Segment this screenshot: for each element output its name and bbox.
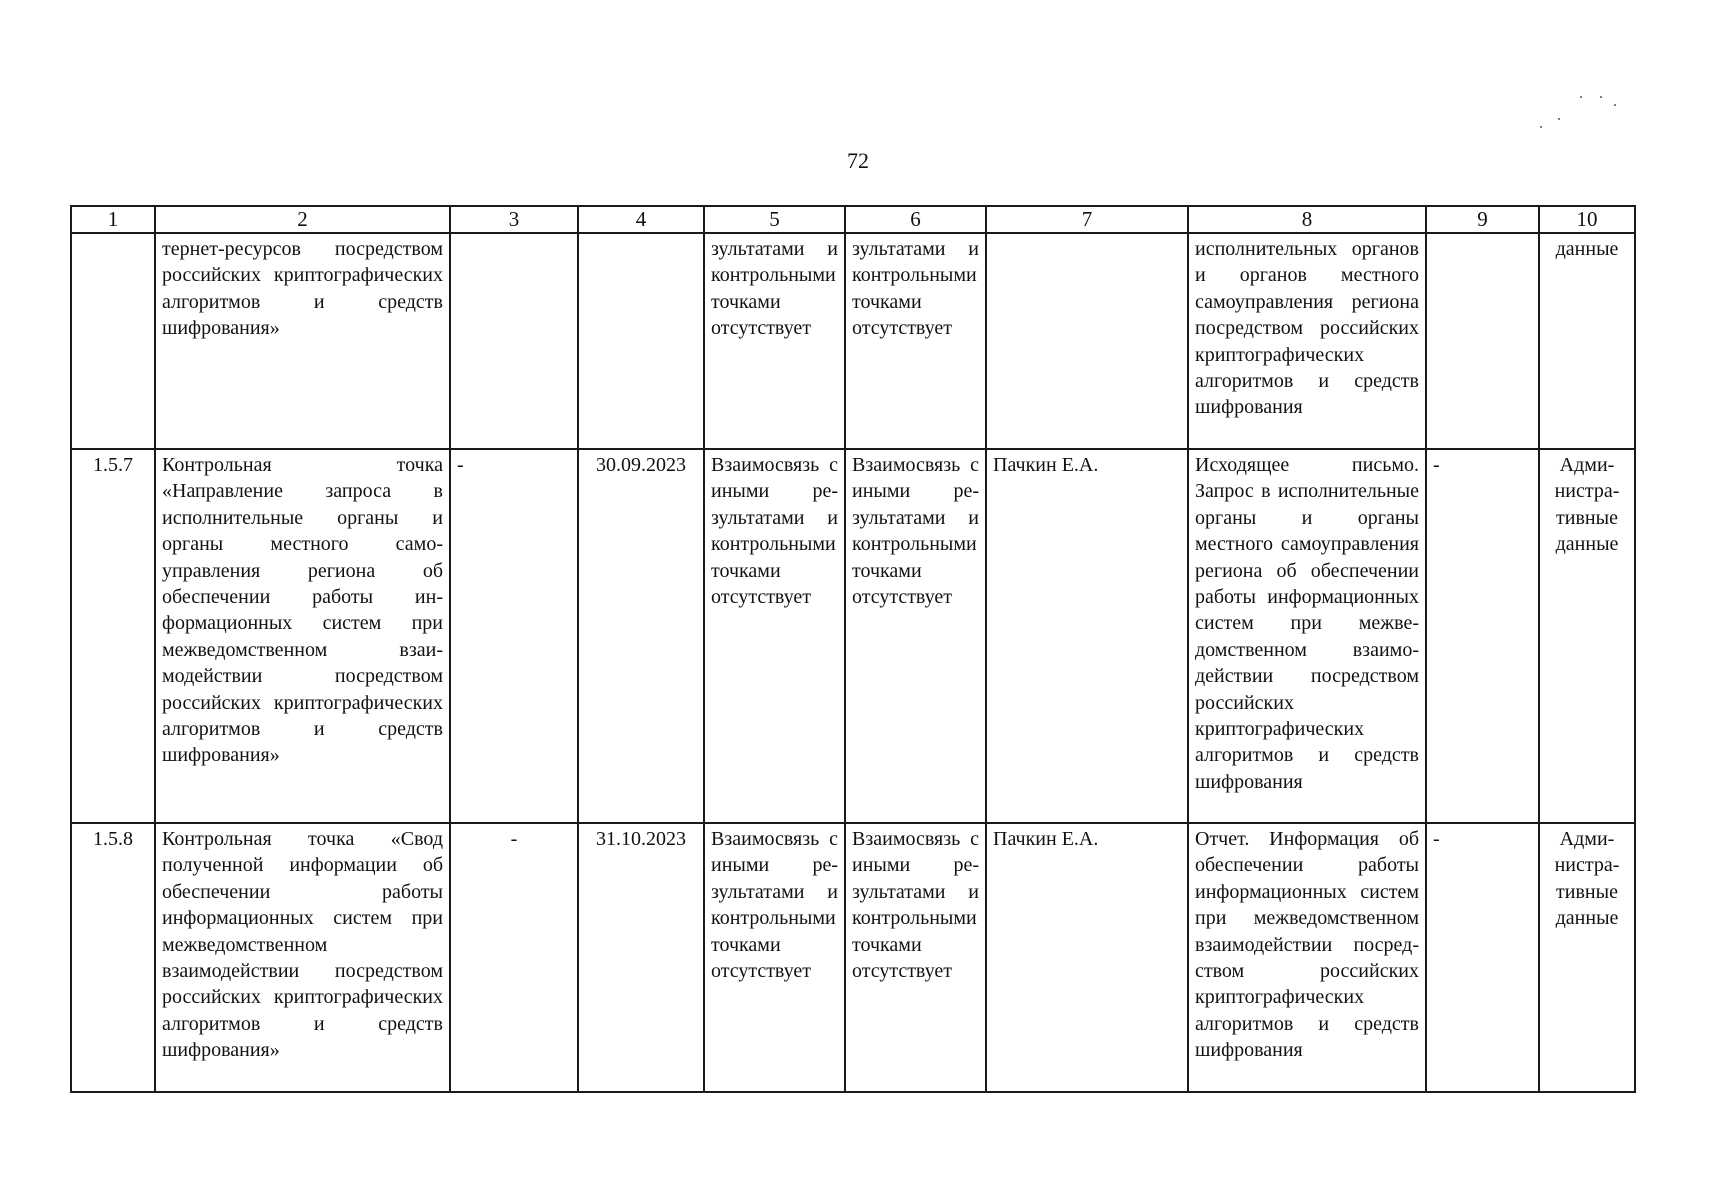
- result-type-cell: Отчет. Информация об обеспечении работы информационных систем при межведомственном взаимодействии посредством российских криптографических алгоритмов и средств шифрования: [1188, 823, 1426, 1092]
- column-number: 3: [450, 206, 578, 233]
- plan-table: [70, 205, 1636, 1093]
- data-source-cell: Административные данные: [1539, 449, 1635, 823]
- responsible-cell: Пачкин Е.А.: [986, 449, 1188, 823]
- data-source-cell: данные: [1539, 233, 1635, 449]
- column-number: 1: [71, 206, 155, 233]
- row-number-cell: [71, 233, 155, 449]
- responsible-cell: Пачкин Е.А.: [986, 823, 1188, 1092]
- end-date-cell: [578, 233, 704, 449]
- column-number: 7: [986, 206, 1188, 233]
- row-number-cell: 1.5.8: [71, 823, 155, 1092]
- column-number: 4: [578, 206, 704, 233]
- end-date-cell: 30.09.2023: [578, 449, 704, 823]
- event-name-cell: Контрольная точка «Направление запроса в исполнительные органы и органы местного самоуправления региона об обеспечении работы информационных систем при межведомственном взаимодействии посредством российских криптографических алгоритмов и средств шифрования»: [155, 449, 450, 823]
- column-number: 2: [155, 206, 450, 233]
- table-row: [71, 823, 1635, 1092]
- start-date-cell: -: [450, 823, 578, 1092]
- event-name-cell: тернет-ресурсов посредством российских криптографических алгоритмов и средств шифрования»: [155, 233, 450, 449]
- page-number: 72: [847, 148, 869, 173]
- start-date-cell: [450, 233, 578, 449]
- predecessors-cell: Взаимосвязь с иными результатами и контрольными точками отсутствует: [704, 449, 845, 823]
- end-date-cell: 31.10.2023: [578, 823, 704, 1092]
- is-cell: -: [1426, 449, 1539, 823]
- column-number: 6: [845, 206, 986, 233]
- column-number: 8: [1188, 206, 1426, 233]
- successors-cell: Взаимосвязь с иными результатами и контрольными точками отсутствует: [845, 823, 986, 1092]
- row-number-cell: 1.5.7: [71, 449, 155, 823]
- table-row: [71, 449, 1635, 823]
- column-number-row: [71, 206, 1635, 233]
- column-number: 5: [704, 206, 845, 233]
- is-cell: -: [1426, 823, 1539, 1092]
- result-type-cell: исполнительных органов и органов местного самоуправления региона посредством российских криптографических алгоритмов и средств шифрования: [1188, 233, 1426, 449]
- successors-cell: Взаимосвязь с иными результатами и контрольными точками отсутствует: [845, 449, 986, 823]
- table-row: [71, 233, 1635, 449]
- is-cell: [1426, 233, 1539, 449]
- column-number: 10: [1539, 206, 1635, 233]
- responsible-cell: [986, 233, 1188, 449]
- result-type-cell: Исходящее письмо. Запрос в исполнительные органы и органы местного самоуправления региона об обеспечении работы информационных систем при межведомственном взаимодействии посредством российских криптографических алгоритмов и средств шифрования: [1188, 449, 1426, 823]
- column-number: 9: [1426, 206, 1539, 233]
- scan-specks: [1530, 90, 1620, 130]
- start-date-cell: -: [450, 449, 578, 823]
- successors-cell: зультатами и контрольными точками отсутствует: [845, 233, 986, 449]
- data-source-cell: Административные данные: [1539, 823, 1635, 1092]
- predecessors-cell: зультатами и контрольными точками отсутствует: [704, 233, 845, 449]
- event-name-cell: Контрольная точка «Свод полученной информации об обеспечении работы информационных систем при межведомственном взаимодействии посредством российских криптографических алгоритмов и средств шифрования»: [155, 823, 450, 1092]
- predecessors-cell: Взаимосвязь с иными результатами и контрольными точками отсутствует: [704, 823, 845, 1092]
